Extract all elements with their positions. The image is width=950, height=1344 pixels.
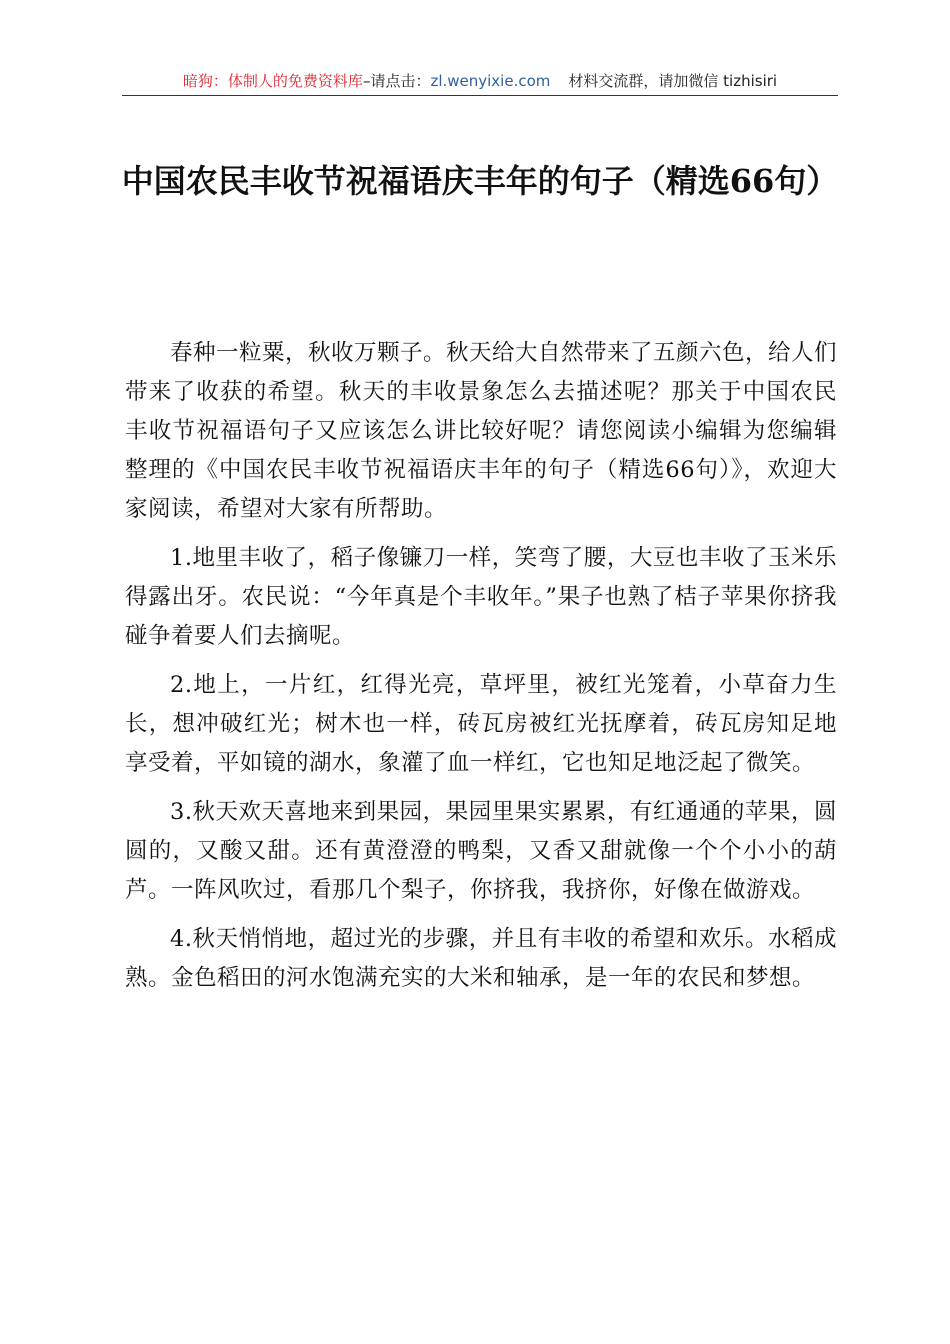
header-divider (122, 95, 838, 96)
paragraph-intro: 春种一粒粟，秋收万颗子。秋天给大自然带来了五颜六色，给人们带来了收获的希望。秋天的丰收景象怎么去描述呢？那关于中国农民丰收节祝福语句子又应该怎么讲比较好呢？请您阅读小编辑为您编辑整理的《中国农民丰收节祝福语庆丰年的句子（精选66句）》，欢迎大家阅读，希望对大家有所帮助。 (125, 340, 838, 522)
document-title: 中国农民丰收节祝福语庆丰年的句子（精选66句） (121, 162, 839, 200)
document-body (125, 334, 837, 1008)
page-header (122, 68, 838, 94)
paragraph-item-1: 1.地里丰收了，稻子像镰刀一样，笑弯了腰，大豆也丰收了玉米乐得露出牙。农民说：“今年真是个丰收年。”果子也熟了桔子苹果你挤我碰争着要人们去摘呢。 (125, 545, 837, 649)
paragraph-item-2: 2.地上，一片红，红得光亮，草坪里，被红光笼着，小草奋力生长，想冲破红光；树木也一样，砖瓦房被红光抚摩着，砖瓦房知足地享受着，平如镜的湖水，象灌了血一样红，它也知足地泛起了微笑。 (125, 672, 837, 776)
header-url-link[interactable]: zl.wenyixie.com (430, 72, 551, 90)
paragraph-item-4: 4.秋天悄悄地，超过光的步骤，并且有丰收的希望和欢乐。水稻成熟。金色稻田的河水饱满充实的大米和轴承，是一年的农民和梦想。 (125, 926, 837, 991)
header-wechat-note: 材料交流群，请加微信 tizhisiri (568, 72, 778, 90)
header-click-prompt: –请点击： (362, 72, 431, 90)
header-site-name: 暗狗：体制人的免费资料库 (182, 72, 363, 90)
paragraph-item-3: 3.秋天欢天喜地来到果园，果园里果实累累，有红通通的苹果，圆圆的，又酸又甜。还有黄澄澄的鸭梨，又香又甜就像一个个小小的葫芦。一阵风吹过，看那几个梨子，你挤我，我挤你，好像在做游戏。 (125, 799, 837, 903)
